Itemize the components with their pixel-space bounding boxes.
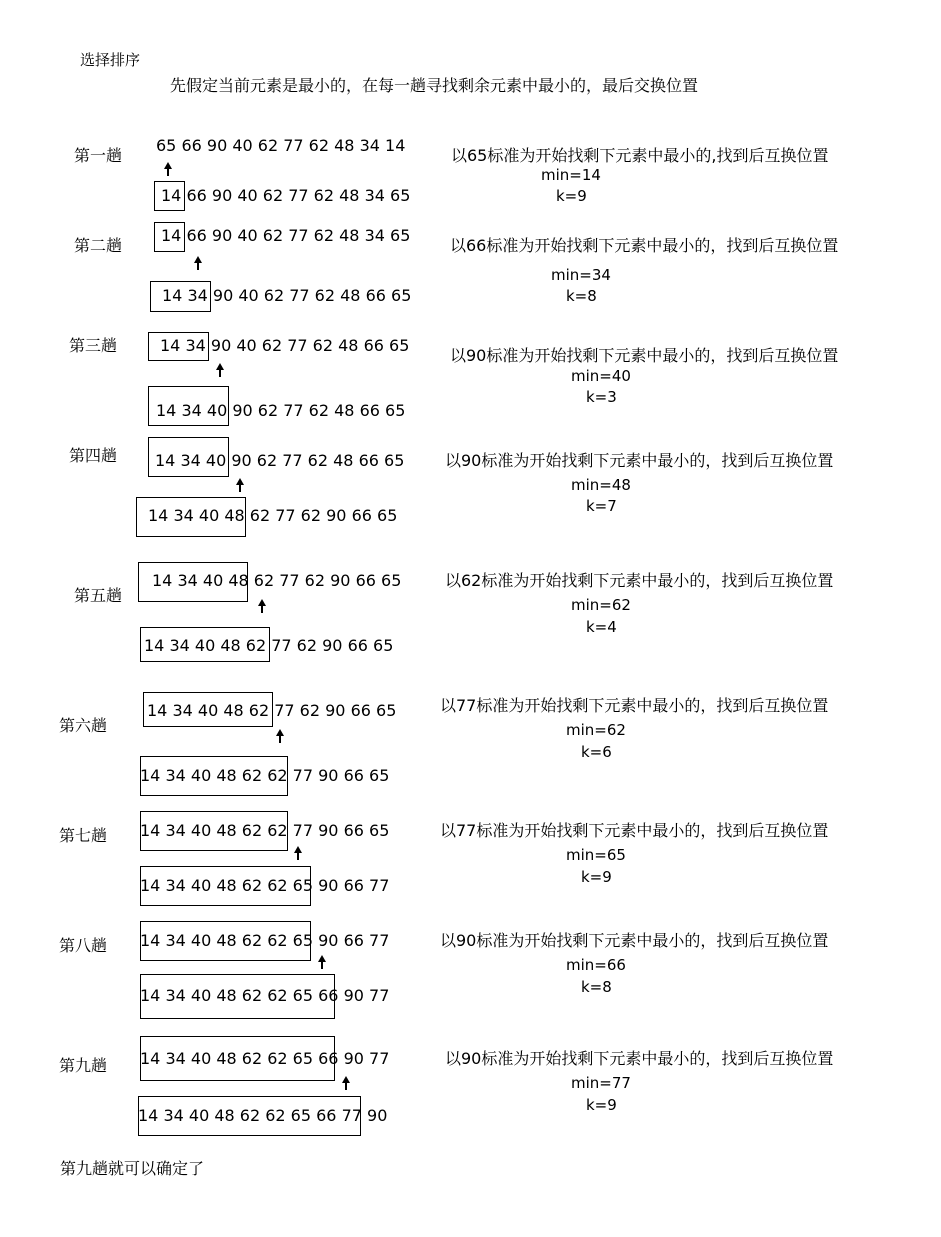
sequence-after: 14 34 40 48 62 62 65 90 66 77 — [140, 876, 390, 895]
sequence-before: 14 34 40 48 62 62 77 90 66 65 — [140, 821, 390, 840]
k-value: k=8 — [581, 978, 612, 996]
min-value: min=40 — [571, 367, 631, 385]
pass-label: 第三趟 — [69, 336, 118, 355]
pass-note: 以66标准为开始找剩下元素中最小的，找到后互换位置 — [450, 236, 839, 255]
k-value: k=8 — [566, 287, 597, 305]
min-value: min=48 — [571, 476, 631, 494]
k-value: k=7 — [586, 497, 617, 515]
sequence-after: 14 66 90 40 62 77 62 48 34 65 — [161, 186, 411, 205]
k-value: k=9 — [586, 1096, 617, 1114]
sequence-after: 14 34 40 48 62 77 62 90 66 65 — [148, 506, 398, 525]
sequence-before: 14 34 40 48 62 77 62 90 66 65 — [147, 701, 397, 720]
pass-note: 以62标准为开始找剩下元素中最小的，找到后互换位置 — [445, 571, 834, 590]
sequence-before: 14 34 40 90 62 77 62 48 66 65 — [155, 451, 405, 470]
sequence-after: 14 34 40 90 62 77 62 48 66 65 — [156, 401, 406, 420]
pass-label: 第一趟 — [74, 146, 123, 165]
min-value: min=66 — [566, 956, 626, 974]
k-value: k=9 — [581, 868, 612, 886]
pass-label: 第五趟 — [74, 586, 123, 605]
sequence-before: 14 34 40 48 62 62 65 66 90 77 — [140, 1049, 390, 1068]
page-title: 选择排序 — [80, 51, 141, 69]
sequence-before: 14 34 40 48 62 77 62 90 66 65 — [152, 571, 402, 590]
sequence-after: 14 34 40 48 62 62 65 66 90 77 — [140, 986, 390, 1005]
page-subtitle: 先假定当前元素是最小的，在每一趟寻找剩余元素中最小的，最后交换位置 — [170, 76, 699, 95]
k-value: k=4 — [586, 618, 617, 636]
pass-label: 第二趟 — [74, 236, 123, 255]
pass-note: 以90标准为开始找剩下元素中最小的，找到后互换位置 — [445, 1049, 834, 1068]
sequence-before: 14 34 40 48 62 62 65 90 66 77 — [140, 931, 390, 950]
k-value: k=3 — [586, 388, 617, 406]
pass-note: 以90标准为开始找剩下元素中最小的，找到后互换位置 — [450, 346, 839, 365]
pass-note: 以77标准为开始找剩下元素中最小的，找到后互换位置 — [440, 696, 829, 715]
min-value: min=62 — [566, 721, 626, 739]
min-value: min=14 — [541, 166, 601, 184]
sequence-after: 14 34 40 48 62 62 65 66 77 90 — [138, 1106, 388, 1125]
sequence-before: 14 34 90 40 62 77 62 48 66 65 — [160, 336, 410, 355]
sequence-after: 14 34 40 48 62 62 77 90 66 65 — [140, 766, 390, 785]
pass-label: 第四趟 — [69, 446, 118, 465]
pass-note: 以65标准为开始找剩下元素中最小的,找到后互换位置 — [451, 146, 829, 165]
sequence-after: 14 34 90 40 62 77 62 48 66 65 — [162, 286, 412, 305]
pass-note: 以90标准为开始找剩下元素中最小的，找到后互换位置 — [440, 931, 829, 950]
pass-label: 第八趟 — [59, 936, 108, 955]
sequence-before: 65 66 90 40 62 77 62 48 34 14 — [156, 136, 406, 155]
pass-note: 以90标准为开始找剩下元素中最小的，找到后互换位置 — [445, 451, 834, 470]
pass-label: 第七趟 — [59, 826, 108, 845]
pass-label: 第六趟 — [59, 716, 108, 735]
min-value: min=65 — [566, 846, 626, 864]
sequence-after: 14 34 40 48 62 77 62 90 66 65 — [144, 636, 394, 655]
pass-label: 第九趟 — [59, 1056, 108, 1075]
sequence-before: 14 66 90 40 62 77 62 48 34 65 — [161, 226, 411, 245]
min-value: min=77 — [571, 1074, 631, 1092]
k-value: k=9 — [556, 187, 587, 205]
k-value: k=6 — [581, 743, 612, 761]
pass-note: 以77标准为开始找剩下元素中最小的，找到后互换位置 — [440, 821, 829, 840]
min-value: min=62 — [571, 596, 631, 614]
conclusion-text: 第九趟就可以确定了 — [60, 1159, 205, 1178]
min-value: min=34 — [551, 266, 611, 284]
